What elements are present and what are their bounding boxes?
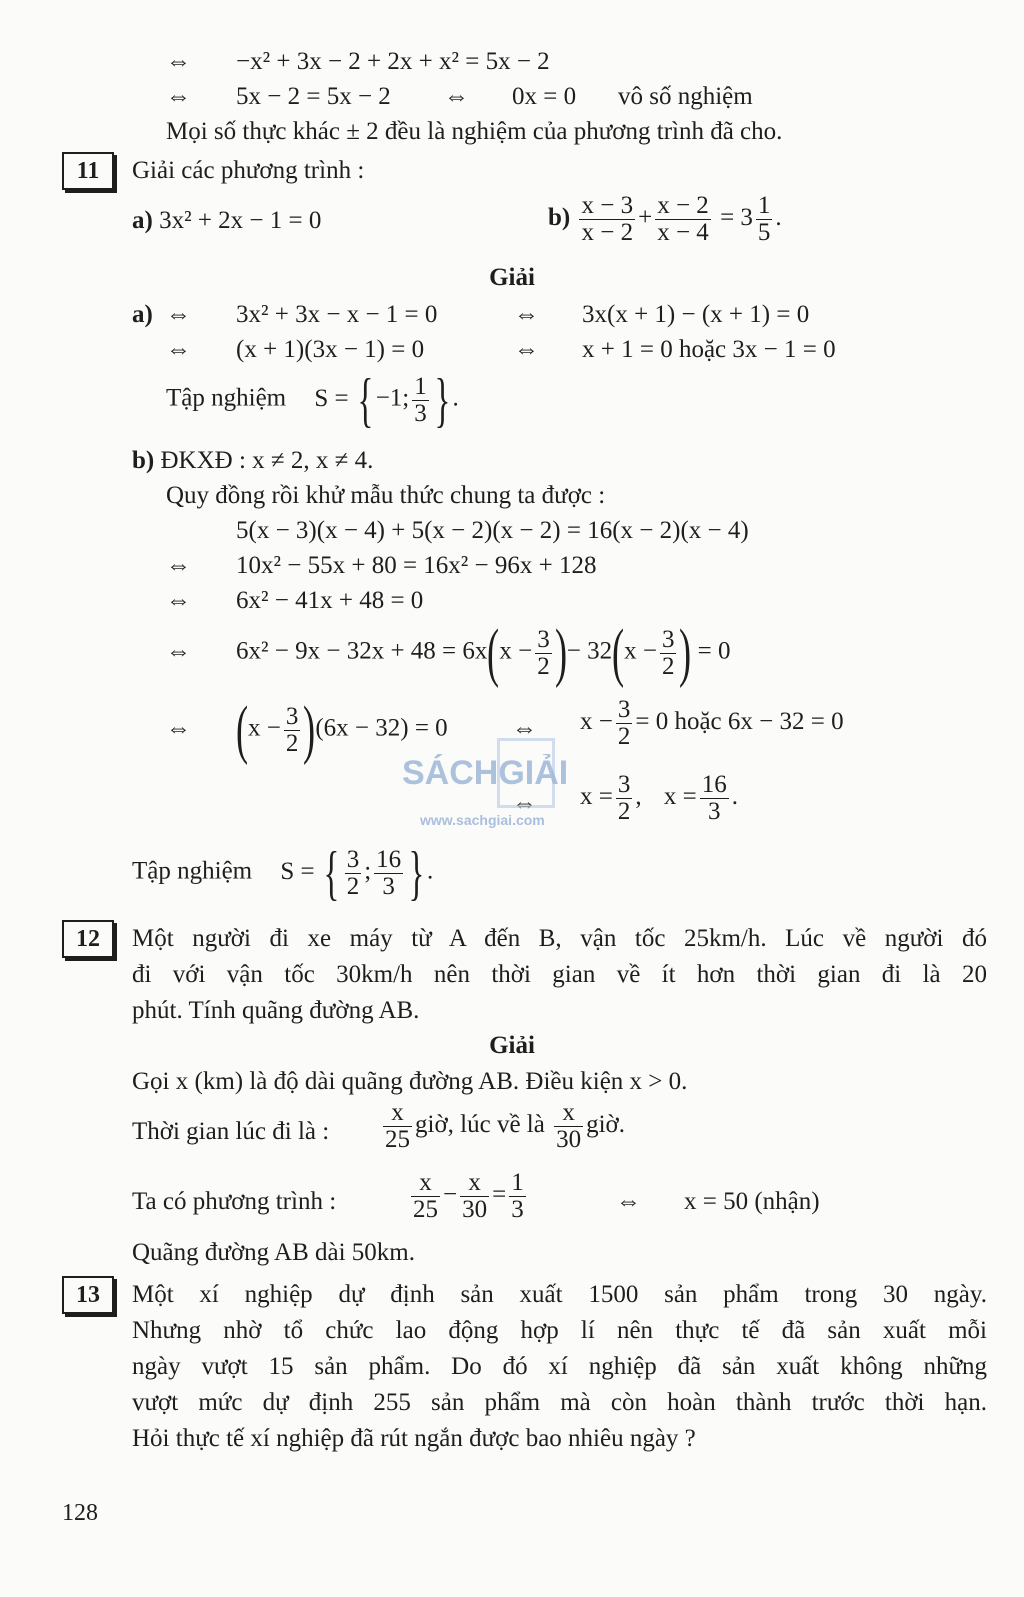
- solution-11b-row-3: [166, 586, 424, 616]
- fraction: $\frac{3}{2}$: [346, 845, 360, 900]
- solution-12-line: Gọi x (km) là độ dài quãng đường AB. Điều kiện x > 0.: [132, 1068, 688, 1095]
- problem-11-prompt: Giải các phương trình :: [132, 157, 365, 184]
- solution-heading: Giải: [489, 264, 535, 291]
- equivalence-symbol: ⇔: [514, 336, 539, 363]
- eq-line-1: [166, 47, 550, 77]
- set-label: Tập nghiệm: [132, 857, 253, 885]
- equivalence-symbol: ⇔: [166, 715, 191, 742]
- problem-11a-statement: [132, 206, 321, 236]
- equation: −x² + 3x − 2 + 2x + x² = 5x − 2: [236, 48, 550, 75]
- fraction: $\frac{3}{2}$: [617, 771, 631, 825]
- problem-13-text-line: Hỏi thực tế xí nghiệp đã rút ngắn được bao nhiêu ngày ?: [132, 1425, 696, 1452]
- problem-number-11: 11: [62, 152, 114, 190]
- problem-13-text-line: vượt mức dự định 255 sản phẩm mà còn hoàn thành trước thời hạn.: [132, 1389, 987, 1416]
- equivalence-symbol: ⇔: [166, 638, 191, 665]
- conclusion-line: Mọi số thực khác ± 2 đều là nghiệm của phương trình đã cho.: [166, 118, 783, 145]
- fraction: $\frac{1}{3}$: [511, 1169, 524, 1223]
- equation: 3x² + 2x − 1 = 0: [159, 207, 322, 234]
- part-label: b): [132, 447, 155, 474]
- watermark-url: www.sachgiai.com: [420, 812, 545, 828]
- solution-11a-row-2: [166, 335, 836, 365]
- equation: 0x = 0: [512, 83, 577, 110]
- condition: ĐKXĐ : x ≠ 2, x ≠ 4.: [160, 447, 374, 474]
- fraction: $\frac{x - 3}{x - 2}$: [581, 192, 634, 246]
- equivalence-symbol: ⇔: [512, 790, 537, 817]
- equivalence-symbol: ⇔: [616, 1188, 641, 1215]
- equivalence-symbol: ⇔: [166, 336, 191, 363]
- fraction: $\frac{x}{25}$: [413, 1169, 438, 1223]
- equivalence-symbol: ⇔: [166, 587, 191, 614]
- equation: 5(x − 3)(x − 4) + 5(x − 2)(x − 2) = 16(x − 2)(x − 4): [236, 517, 749, 544]
- equation: 5x − 2 = 5x − 2: [236, 83, 391, 110]
- solution-11b-set: Tập nghiệm S = { $\frac{3}{2}$ ; $\frac{16}{3}$ }.: [132, 840, 434, 906]
- page-number: 128: [62, 1500, 98, 1526]
- problem-12-text-line: đi với vận tốc 30km/h nên thời gian về ít hơn thời gian đi là 20: [132, 961, 987, 988]
- solution-12-answer: Quãng đường AB dài 50km.: [132, 1239, 416, 1266]
- fraction: $\frac{1}{5}$: [757, 192, 771, 246]
- fraction: $\frac{x - 2}{x - 4}$: [657, 192, 709, 246]
- fraction: $\frac{16}{3}$: [701, 771, 727, 825]
- equivalence-symbol: ⇔: [166, 301, 191, 328]
- equation: 10x² − 55x + 80 = 16x² − 96x + 128: [236, 552, 597, 579]
- part-label: a): [132, 301, 153, 328]
- equivalence-symbol: ⇔: [166, 83, 191, 110]
- fraction: $\frac{x}{30}$: [556, 1099, 582, 1153]
- equivalence-symbol: ⇔: [166, 552, 191, 579]
- remark: vô số nghiệm: [618, 83, 753, 110]
- problem-13-text-line: Một xí nghiệp dự định sản xuất 1500 sản phẩm trong 30 ngày.: [132, 1281, 987, 1308]
- solution-11a-set: Tập nghiệm S = {−1; $\frac{1}{3}$ }.: [166, 367, 459, 433]
- fraction: $\frac{3}{2}$: [617, 696, 631, 750]
- solution-11b-condition: [132, 446, 373, 476]
- problem-12-text-line: phút. Tính quãng đường AB.: [132, 997, 420, 1024]
- equation: 6x² − 41x + 48 = 0: [236, 587, 424, 614]
- eq-line-2: [166, 82, 753, 112]
- equation: 3x(x + 1) − (x + 1) = 0: [582, 301, 810, 328]
- fraction: $\frac{x}{30}$: [462, 1169, 488, 1223]
- equation: x + 1 = 0 hoặc 3x − 1 = 0: [582, 336, 836, 363]
- set-label: Tập nghiệm: [166, 384, 287, 412]
- problem-number-13: 13: [62, 1276, 114, 1314]
- equivalence-symbol: ⇔: [444, 83, 469, 110]
- fraction: $\frac{1}{3}$: [414, 372, 427, 427]
- equation: x = 50 (nhận): [684, 1188, 820, 1215]
- fraction: $\frac{3}{2}$: [285, 702, 299, 757]
- equation: 3x² + 3x − x − 1 = 0: [236, 301, 438, 328]
- fraction: $\frac{3}{2}$: [661, 625, 675, 680]
- problem-13-text-line: ngày vượt 15 sản phẩm. Do đó xí nghiệp đã sản xuất không những: [132, 1353, 987, 1380]
- watermark-logo: SÁCHGIẢI: [402, 754, 569, 792]
- solution-11a-row-1: [132, 300, 810, 330]
- solution-heading: Giải: [489, 1032, 535, 1059]
- fraction: $\frac{x}{25}$: [385, 1099, 410, 1153]
- fraction: $\frac{3}{2}$: [537, 625, 550, 680]
- solution-11b-intro: Quy đồng rồi khử mẫu thức chung ta được :: [166, 482, 606, 509]
- part-label: b): [548, 204, 571, 232]
- fraction: $\frac{16}{3}$: [376, 845, 402, 900]
- equation: (x + 1)(3x − 1) = 0: [236, 336, 425, 363]
- equivalence-symbol: ⇔: [514, 301, 539, 328]
- problem-11b-statement: b) $\frac{x - 3}{x - 2}$ + $\frac{x - 2}{x - 4}$ = 3 $\frac{1}{5}$ .: [548, 192, 782, 246]
- problem-13-text-line: Nhưng nhờ tổ chức lao động hợp lí nên thực tế đã sản xuất mỗi: [132, 1317, 987, 1344]
- solution-11b-row-2: [166, 551, 597, 581]
- equivalence-symbol: ⇔: [512, 715, 537, 742]
- problem-number-12: 12: [62, 920, 114, 958]
- equivalence-symbol: ⇔: [166, 48, 191, 75]
- part-label: a): [132, 207, 153, 234]
- problem-12-text-line: Một người đi xe máy từ A đến B, vận tốc 25km/h. Lúc về người đó: [132, 925, 987, 952]
